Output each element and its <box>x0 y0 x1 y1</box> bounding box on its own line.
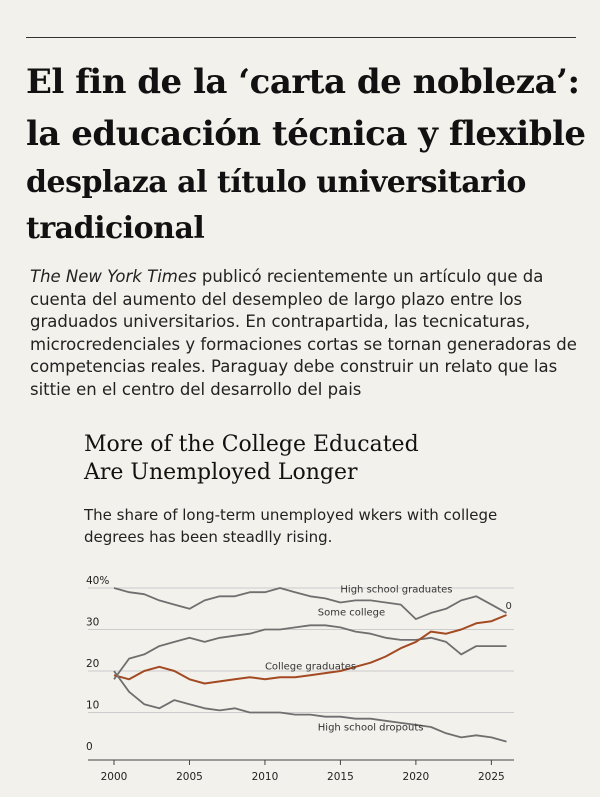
headline-line-1: El fin de la ‘carta de nobleza’: <box>26 62 580 102</box>
series-line-3 <box>114 671 507 742</box>
headline-line-4: tradicional <box>26 211 205 246</box>
x-tick-label-2010: 2010 <box>251 771 279 783</box>
y-tick-label-20: 20 <box>86 658 100 670</box>
x-tick-label-2005: 2005 <box>176 771 203 783</box>
series-label-3: High school dropouts <box>317 722 424 734</box>
headline-line-3: desplaza al título universitario <box>26 165 526 200</box>
chart-title-line-2: Are Unemployed Longer <box>84 460 358 485</box>
y-tick-label-40: 40% <box>86 575 110 587</box>
series-label-0: High school graduates <box>340 584 453 596</box>
series-label-2: College graduates <box>264 661 357 673</box>
dek-text: publicó recientemente un artículo que da cuenta del aumento del desempleo de largo plazo entre los graduados universitarios. En contrapartida, las tecnicaturas, microcredenciales y formaciones cortas se tornan generadoras de competencias reales. Paraguay debe construir un relato que las sittie en el centro del desarrollo del pais <box>30 267 577 399</box>
chart-title <box>84 431 419 487</box>
x-tick-label-2020: 2020 <box>402 771 430 783</box>
line-chart <box>0 566 600 797</box>
headline-line-2: la educación técnica y flexible <box>26 114 586 154</box>
series-end-label: 0 <box>505 600 512 612</box>
y-tick-label-30: 30 <box>86 616 100 629</box>
series-label-1: Some college <box>317 607 386 619</box>
chart-title-line-1: More of the College Educated <box>84 432 419 457</box>
chart-subtitle: The share of long-term unemployed wkers with college degrees has been steadlly rising. <box>84 506 498 546</box>
x-tick-label-2000: 2000 <box>100 771 128 783</box>
y-tick-label-0: 0 <box>86 741 93 753</box>
x-tick-label-2025: 2025 <box>477 771 505 783</box>
top-rule <box>26 37 576 38</box>
dek-source: The New York Times <box>30 267 197 286</box>
x-tick-label-2015: 2015 <box>327 771 354 783</box>
article-headline <box>26 56 586 252</box>
article-dek <box>30 266 578 401</box>
y-tick-label-10: 10 <box>86 699 100 712</box>
